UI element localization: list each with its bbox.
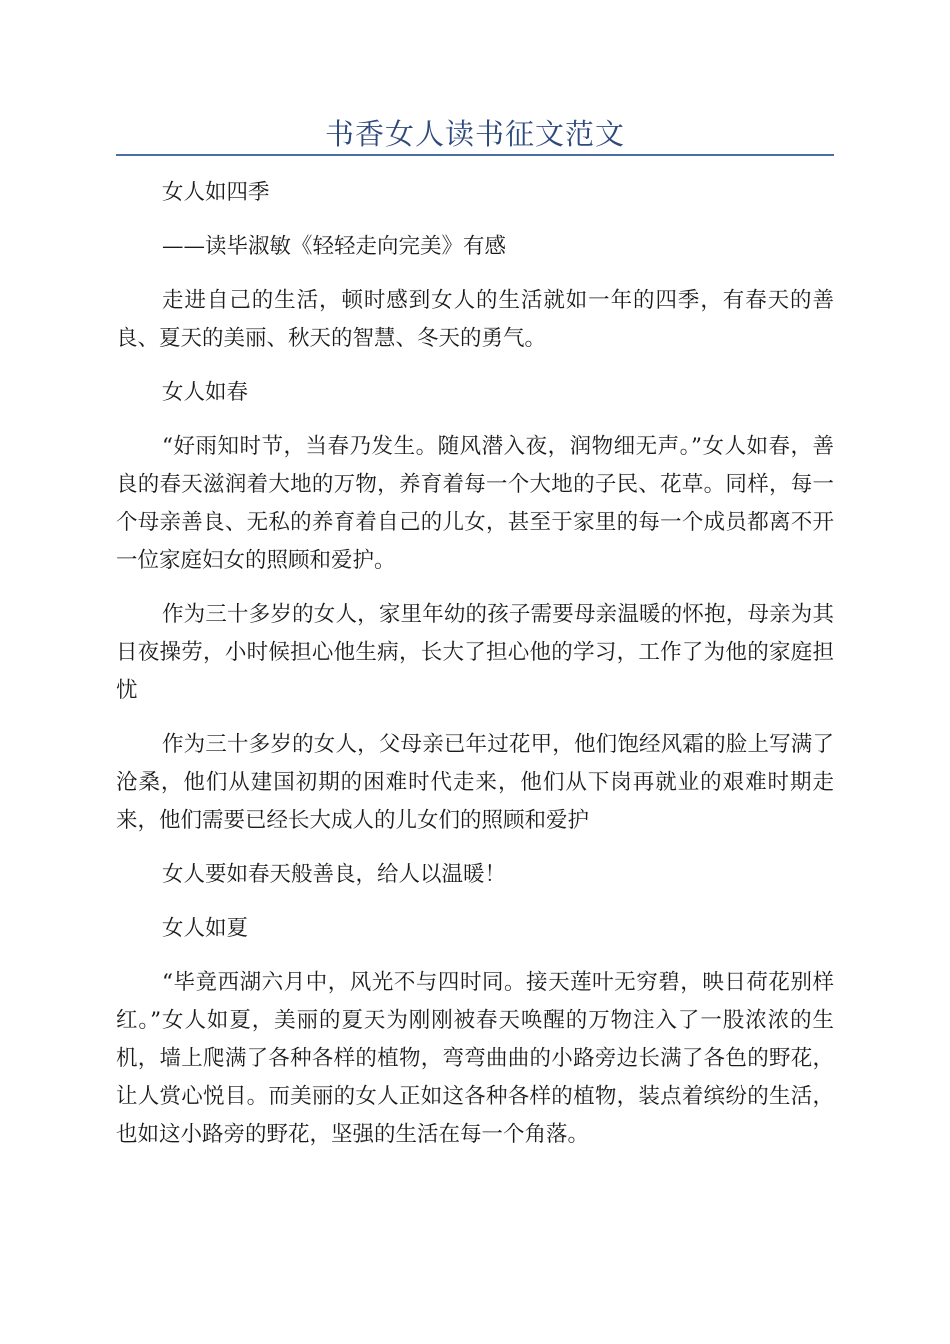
- paragraph-summer-poem: “毕竟西湖六月中，风光不与四时同。接天莲叶无穷碧，映日荷花别样红。”女人如夏，美丽的夏天为刚刚被春天唤醒的万物注入了一股浓浓的生机，墙上爬满了各种各样的植物，弯弯曲曲的小路旁边长满了各色的野花，让人赏心悦目。而美丽的女人正如这各种各样的植物，装点着缤纷的生活，也如这小路旁的野花，坚强的生活在每一个角落。: [116, 970, 834, 1147]
- subheading-summer: 女人如夏: [162, 916, 249, 941]
- paragraph-spring-poem: “好雨知时节，当春乃发生。随风潜入夜，润物细无声。”女人如春，善良的春天滋润着大地的万物，养育着每一个大地的子民、花草。同样，每一个母亲善良、无私的养育着自己的儿女，甚至于家里的每一个成员都离不开一位家庭妇女的照顾和爱护。: [116, 434, 834, 573]
- subheading-four-seasons: 女人如四季: [162, 180, 270, 205]
- document-body: [116, 174, 834, 1170]
- paragraph-children: 作为三十多岁的女人，家里年幼的孩子需要母亲温暖的怀抱，母亲为其日夜操劳，小时候担心他生病，长大了担心他的学习，工作了为他的家庭担忧: [116, 602, 834, 703]
- subheading-book-note: ——读毕淑敏《轻轻走向完美》有感: [162, 234, 507, 259]
- paragraph-intro: 走进自己的生活，顿时感到女人的生活就如一年的四季，有春天的善良、夏天的美丽、秋天的智慧、冬天的勇气。: [116, 288, 834, 351]
- paragraph-spring-summary: 女人要如春天般善良，给人以温暖！: [162, 862, 507, 887]
- document-title: 书香女人读书征文范文: [324, 117, 625, 151]
- subheading-spring: 女人如春: [162, 380, 249, 405]
- title-underline: [116, 154, 834, 156]
- paragraph-parents: 作为三十多岁的女人，父母亲已年过花甲，他们饱经风霜的脸上写满了沧桑，他们从建国初期的困难时代走来，他们从下岗再就业的艰难时期走来，他们需要已经长大成人的儿女们的照顾和爱护: [116, 732, 834, 833]
